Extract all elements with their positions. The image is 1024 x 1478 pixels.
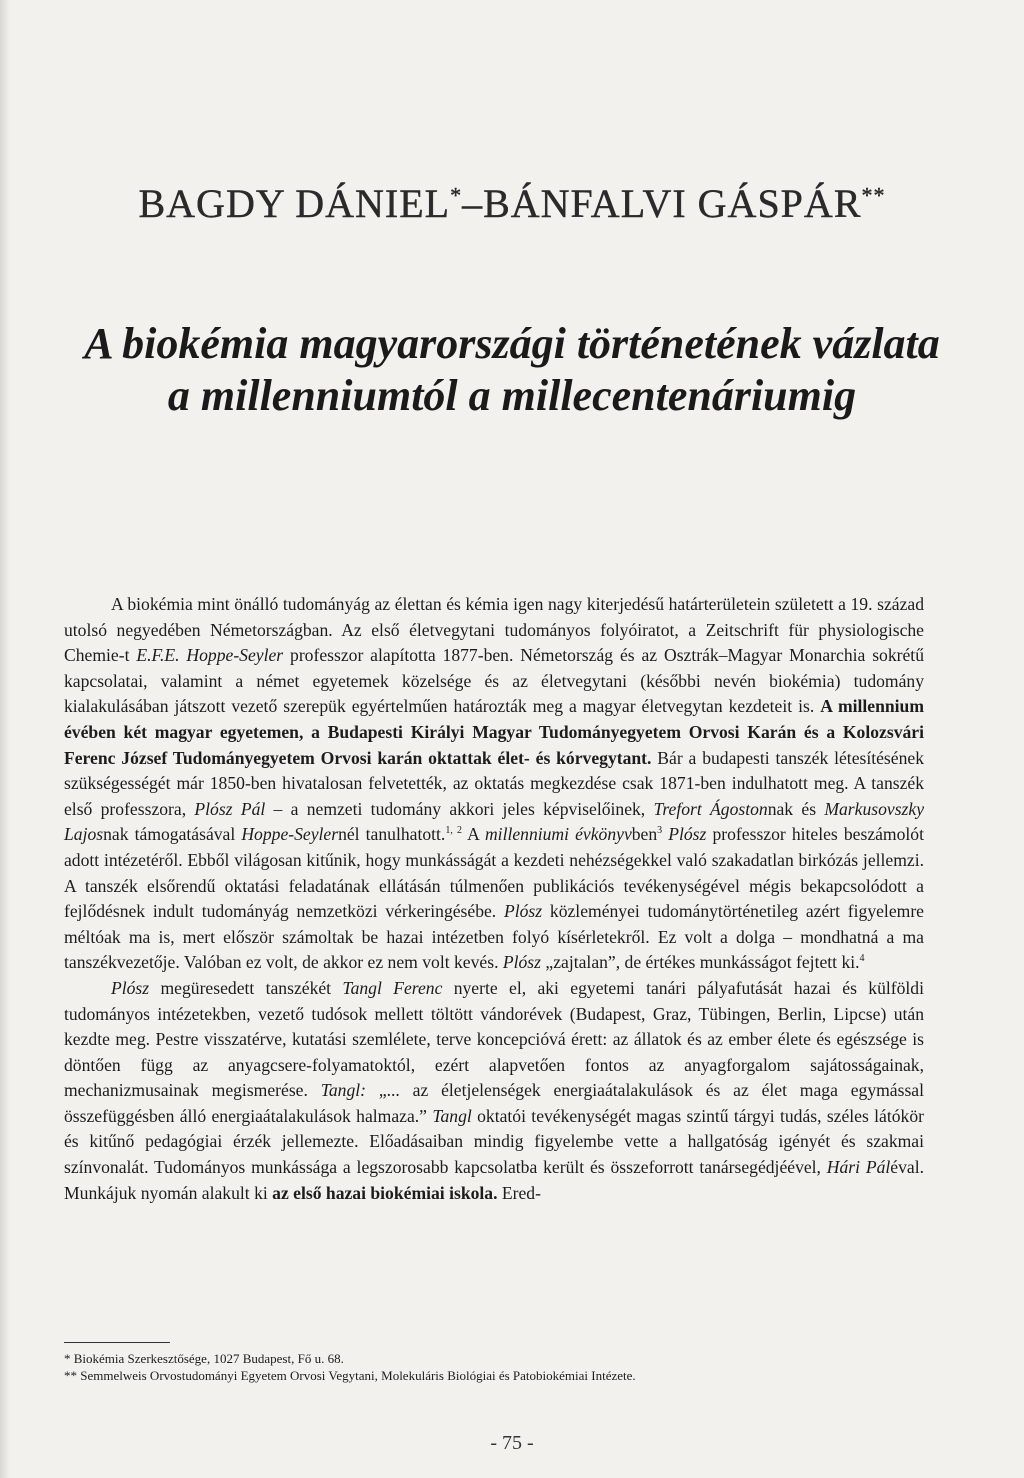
bold-statement: az első hazai biokémiai iskola. (272, 1182, 498, 1203)
text-run: nyerte el, aki egyetemi tanári pályafutását hazai és külföldi tudományos intézetekben, vezető tudósok mellett töltött vándorévek (Budapest, Graz, Tübingen, Berlin, Lipcse) után kezdte meg. Pestre visszatérve, kutatási szemlélete, terve koncepcióvá érett: az állatok és az ember élete és egészsége is döntően függ az anyagcsere-folyamatoktól, ezért alapvetően fontos az anyagforgalom sajátosságainak, mechanizmusainak megismerése. (64, 977, 924, 1101)
footnote-1: * Biokémia Szerkesztősége, 1027 Budapest, Fő u. 68. (64, 1351, 344, 1366)
reference-mark: 3 (657, 825, 663, 837)
author-2-mark: ** (861, 182, 886, 208)
footnote-2: ** Semmelweis Orvostudományi Egyetem Orvosi Vegytani, Molekuláris Biológiai és Patobiokémiai Intézete. (64, 1368, 636, 1383)
name-italic: E.F.E. Hoppe-Seyler (136, 645, 284, 666)
text-run: „... az életjelenségek energiaátalakulások és az élet maga egymással összefüggésben álló energiaátalakulások halmaza.” (64, 1080, 925, 1126)
text-run: Bár a budapesti tanszék létesítésének szükségességét már 1850-ben hivatalosan felvetették, az oktatás megkezdése csak 1871-ben indulhatott meg. A tanszék első professzora, (64, 747, 924, 819)
author-1-mark: * (450, 182, 463, 208)
text-run: nak támogatásával (103, 824, 242, 845)
article-title (0, 318, 1024, 422)
bold-statement: A millennium évében két magyar egyetemen, a Budapesti Királyi Magyar Tudományegyetem Orvosi Karán és a Kolozsvári Ferenc József Tudományegyetem Orvosi karán oktattak élet- és kórvegytant. (64, 696, 924, 768)
author-2: BÁNFALVI GÁSPÁR (483, 181, 862, 226)
text-run: közleményei tudománytörténetileg azért figyelemre méltóak ma is, mert először számoltak be hazai intézetben folyó kísérletekről. Ez volt a dolga – mondhatná a ma tanszékvezetője. Valóban ez volt, de akkor ez nem volt kevés. (64, 901, 924, 973)
page-number: - 75 - (490, 1432, 534, 1454)
author-1: BAGDY DÁNIEL (138, 181, 451, 226)
name-italic: millenniumi évkönyv (484, 824, 632, 845)
reference-mark: 4 (859, 953, 865, 965)
text-run: oktatói tevékenységét magas szintű tárgyi tudás, széles látókör és kitűnő pedagógiai érzék jellemezte. Előadásaiban mindig figyelembe vette a hallgatóság igényét és szakmai színvonalát. Tudományos munkássága a legszorosabb kapcsolatba került és összeforrott tanársegédjéével, (64, 1105, 925, 1178)
title-line-1: A biokémia magyarországi történetének vázlata (84, 319, 940, 368)
name-italic: Tangl: (320, 1080, 367, 1101)
name-italic: Plósz Pál (194, 798, 266, 819)
name-italic: Plósz (502, 952, 542, 973)
reference-mark: 1, 2 (445, 825, 463, 837)
text-run: nél tanulhatott. (338, 824, 446, 845)
name-italic: Plósz (111, 977, 150, 998)
name-italic: Trefort Ágoston (653, 798, 768, 819)
footnotes (64, 1350, 924, 1384)
title-line-2: a millenniumtól a millecentenáriumig (167, 371, 857, 420)
name-italic: Plósz (668, 824, 707, 845)
text-run: éval. Munkájuk nyomán alakult ki (64, 1157, 924, 1203)
text-run: ben (631, 824, 658, 845)
authors-line (0, 180, 1024, 227)
name-italic: Hoppe-Seyler (241, 824, 339, 845)
name-italic: Tangl (432, 1105, 472, 1126)
text-run: A (462, 824, 485, 845)
paragraph-2 (64, 976, 924, 1206)
text-run: megüresedett tanszékét (149, 977, 343, 998)
text-run: professzor alapította 1877-ben. Németország és az Osztrák–Magyar Monarchia sokrétű kapcsolatai, valamint a német egyetemek közelsége és az életvegytani (későbbi nevén biokémia) tudomány kialakulásában játszott vezető szerepük egyértelműen határozták meg a magyar életvegytan kezdeteit is. (64, 645, 924, 717)
name-italic: Hári Pál (826, 1157, 891, 1178)
text-run: professzor hiteles beszámolót adott intézetéről. Ebből világosan kitűnik, hogy munkásságát a kezdeti nehézségekkel való szakadatlan birkózás jellemzi. A tanszék elsőrendű oktatási feladatának ellátásán túlmenően publikációs tevékenységével mégis bekapcsolódott a fejlődésnek indult tudományág nemzetközi vérkeringésébe. (64, 824, 924, 922)
author-separator: – (462, 181, 484, 226)
text-run: „zajtalan”, de értékes munkásságot fejtett ki. (541, 952, 860, 973)
text-run: nak és (767, 798, 825, 819)
paragraph-1 (64, 592, 924, 976)
text-run: Ered- (497, 1182, 541, 1203)
footnote-rule (64, 1342, 170, 1343)
name-italic: Tangl Ferenc (342, 977, 443, 998)
name-italic: Markusovszky Lajos (64, 798, 925, 845)
text-run: – a nemzeti tudomány akkori jeles képviselőinek, (265, 798, 654, 819)
text-run: A biokémia mint önálló tudományág az élettan és kémia igen nagy kiterjedésű határterületein született a 19. század utolsó negyedében Németországban. Az első életvegytani tudományos folyóiratot, a Zeitschrift für physiologische Chemie-t (64, 594, 924, 666)
name-italic: Plósz (503, 901, 543, 922)
article-body (64, 592, 924, 1206)
